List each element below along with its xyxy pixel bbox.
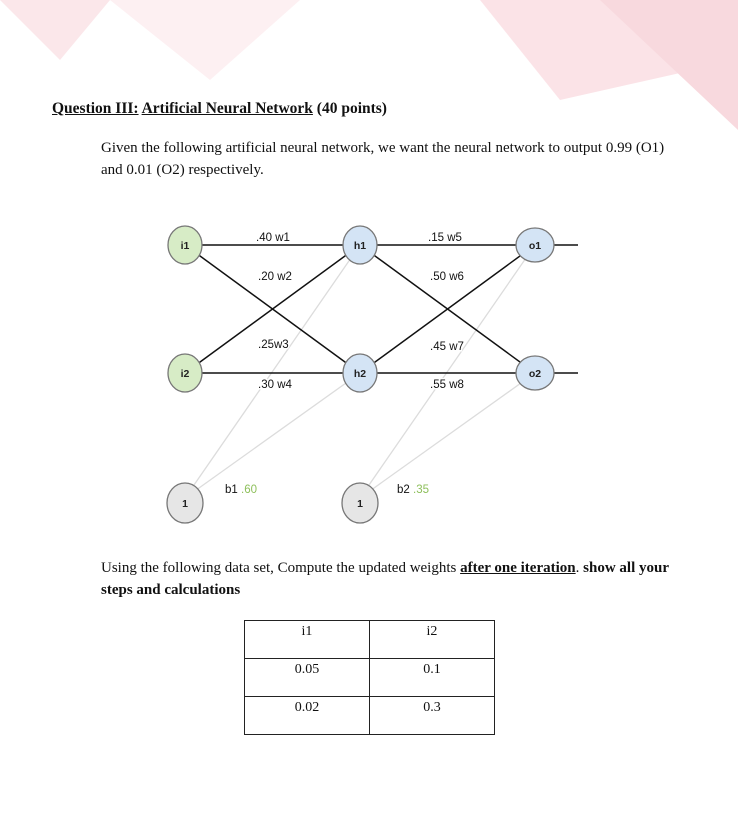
background-decoration <box>0 0 738 140</box>
question-points: (40 points) <box>316 100 387 117</box>
table-header-row <box>245 621 495 659</box>
question-heading <box>52 100 387 118</box>
weight-label-w4 <box>258 379 293 391</box>
question-intro: Given the following artificial neural network, we want the neural network to output 0.99 (O1) and 0.01 (O2) respectively. <box>101 140 665 178</box>
weight-name: w3 <box>274 339 289 351</box>
weight-value: .40 <box>256 232 272 244</box>
node-label: h1 <box>353 240 367 252</box>
question-number: Question III: <box>52 100 139 117</box>
weight-label-w2 <box>258 271 292 283</box>
weight-value: .55 <box>430 379 446 391</box>
table-header-cell: i2 <box>370 621 495 659</box>
weight-name: w4 <box>277 379 292 391</box>
weight-name: w2 <box>277 271 292 283</box>
node-label: o2 <box>528 368 542 380</box>
instructions-emphasis: after one iteration <box>460 560 576 576</box>
weight-value: .50 <box>430 271 446 283</box>
bias-value: .60 <box>241 484 257 496</box>
table-cell: 0.05 <box>245 659 370 697</box>
weight-name: w1 <box>275 232 290 244</box>
instructions-text: Using the following data set, Compute the updated weights <box>101 560 461 576</box>
deco-shape <box>0 0 110 60</box>
weight-name: w6 <box>449 271 464 283</box>
weight-name: w7 <box>449 341 464 353</box>
neural-network-diagram <box>150 215 600 535</box>
weight-label-w7 <box>430 341 464 353</box>
table-header-cell: i1 <box>245 621 370 659</box>
bias-value: .35 <box>413 484 429 496</box>
instructions <box>101 557 691 601</box>
bias-name: b2 <box>397 484 410 496</box>
table-row <box>245 697 495 735</box>
bias-label-b1 <box>225 484 257 496</box>
weight-name: w5 <box>447 232 462 244</box>
weight-label-w8 <box>430 379 464 391</box>
table-cell: 0.02 <box>245 697 370 735</box>
bias-edge <box>185 373 360 498</box>
weight-value: .30 <box>258 379 274 391</box>
node-label: 1 <box>357 498 363 510</box>
weight-value: .25 <box>258 339 274 351</box>
table-cell: 0.1 <box>370 659 495 697</box>
deco-shape <box>110 0 300 80</box>
weight-label-w3 <box>258 339 289 351</box>
instructions-bold: show all your steps and calculations <box>101 560 669 598</box>
bias-name: b1 <box>225 484 238 496</box>
table-row <box>245 659 495 697</box>
dataset-table <box>244 620 495 735</box>
node-label: o1 <box>528 240 542 252</box>
weight-name: w8 <box>449 379 464 391</box>
node-label: i1 <box>180 240 190 252</box>
node-label: i2 <box>180 368 190 380</box>
bias-edge <box>360 373 535 498</box>
weight-label-w1 <box>256 232 290 244</box>
weight-value: .20 <box>258 271 274 283</box>
weight-value: .15 <box>428 232 444 244</box>
weight-label-w5 <box>428 232 462 244</box>
weight-label-w6 <box>430 271 464 283</box>
instructions-punct: . <box>575 560 584 576</box>
bias-label-b2 <box>397 484 429 496</box>
table-cell: 0.3 <box>370 697 495 735</box>
question-title: Artificial Neural Network <box>141 100 313 117</box>
node-label: h2 <box>353 368 367 380</box>
weight-value: .45 <box>430 341 446 353</box>
node-label: 1 <box>182 498 188 510</box>
